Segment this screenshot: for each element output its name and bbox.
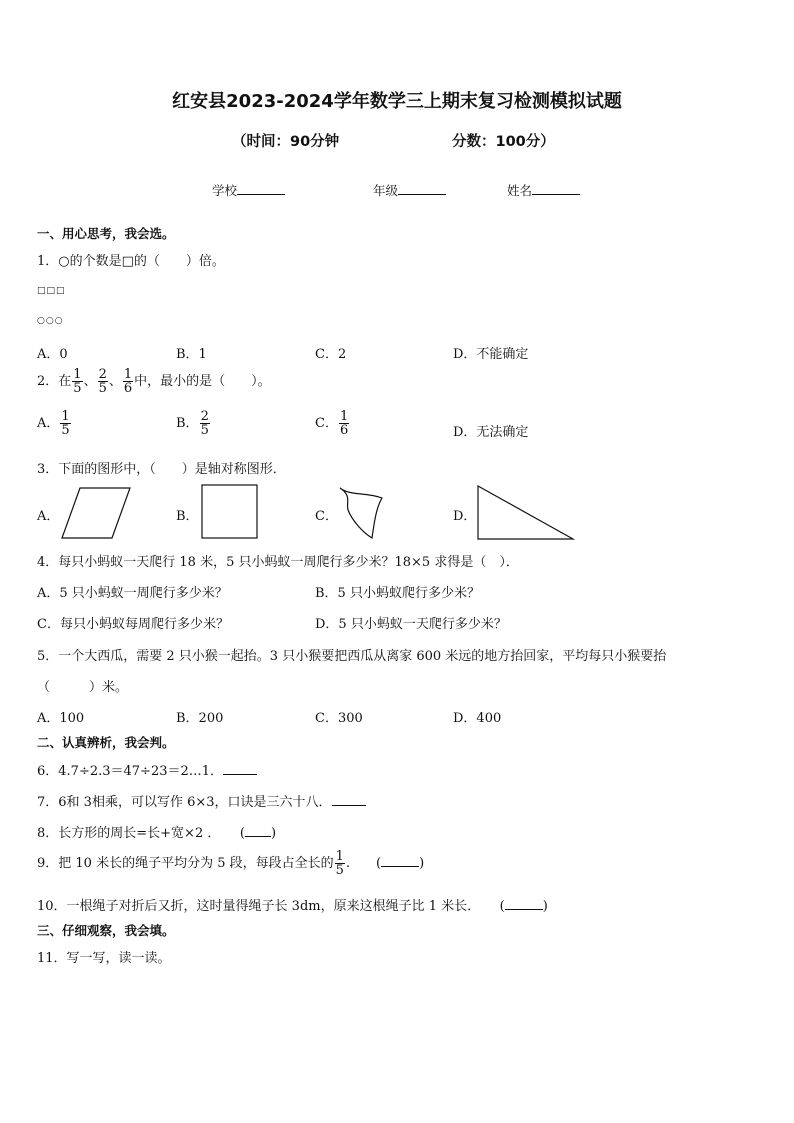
q3-option-a[interactable]: A． [37,509,60,524]
q2-fraction-2: $\frac{2}{5}$ [98,367,107,396]
q3-option-d[interactable]: D． [453,509,477,524]
section-1-heading: 一、用心思考，我会选。 [37,226,175,241]
q6-answer-blank[interactable] [223,762,257,775]
q3-option-b[interactable]: B． [176,509,199,524]
q8-answer-blank[interactable] [245,824,271,837]
school-blank[interactable] [237,183,285,195]
name-field [507,181,580,199]
question-3: 3．下面的图形中，（ ）是轴对称图形． [37,462,286,477]
q4-option-a[interactable]: A．5 只小蚂蚁一周爬行多少米？ [37,586,228,601]
irregular-shape-icon [336,486,388,542]
squares-row: □□□ [37,286,66,296]
q1-option-c[interactable]: C．2 [315,347,347,362]
q2-option-b[interactable]: B． $\frac{2}{5}$ [176,409,209,438]
question-2: 2．在 $\frac{1}{5}$ 、 $\frac{2}{5}$ 、 $\frac{1}{6}$ 中，最小的是（ ）。 [37,367,271,396]
q5-option-a[interactable]: A．100 [37,711,85,726]
question-5-blank: （ ）米。 [37,680,129,695]
q2-fraction-1: $\frac{1}{5}$ [73,367,82,396]
question-1: 1．○的个数是□的（ ）倍。 [37,254,225,269]
circles-row: ○○○ [37,316,64,326]
q2-option-a[interactable]: A． $\frac{1}{5}$ [37,409,70,438]
question-8: 8．长方形的周长=长+宽×2 ． ( ) [37,826,277,841]
q7-answer-blank[interactable] [332,793,366,806]
school-label: 学校 [212,183,238,198]
question-11: 11．写一写，读一读。 [37,951,171,966]
page-title: 红安县2023-2024学年数学三上期末复习检测模拟试题 [172,91,622,112]
q4-option-d[interactable]: D．5 只小蚂蚁一天爬行多少米？ [315,617,507,632]
q3-option-c[interactable]: C． [315,509,338,524]
q2-fraction-3: $\frac{1}{6}$ [123,367,133,396]
exam-score: 分数：100分） [452,134,555,150]
school-field [212,181,285,199]
q4-option-c[interactable]: C．每只小蚂蚁每周爬行多少米？ [37,617,229,632]
q2-option-c[interactable]: C． $\frac{1}{6}$ [315,409,349,438]
question-7: 7．6和 3相乘，可以写作 6×3，口诀是三六十八． [37,791,366,810]
q1-option-a[interactable]: A．0 [37,347,68,362]
question-4: 4．每只小蚂蚁一天爬行 18 米，5 只小蚂蚁一周爬行多少米？18×5 求得是（ ）． [37,555,519,570]
q1-option-d[interactable]: D．不能确定 [453,347,529,362]
question-9: 9．把 10 米长的绳子平均分为 5 段，每段占全长的 $\frac{1}{5}$ . ( ) [37,849,425,878]
q5-option-d[interactable]: D．400 [453,711,502,726]
question-5: 5．一个大西瓜，需要 2 只小猴一起抬。3 只小猴要把西瓜从离家 600 米远的地方抬回家，平均每只小猴要抬 [37,649,667,664]
right-triangle-icon [476,484,576,542]
q1-option-b[interactable]: B．1 [176,347,207,362]
q5-option-b[interactable]: B．200 [176,711,224,726]
q4-option-b[interactable]: B．5 只小蚂蚁爬行多少米？ [315,586,480,601]
q5-option-c[interactable]: C．300 [315,711,363,726]
question-10: 10．一根绳子对折后又折，这时量得绳子长 3dm，原来这根绳子比 1 米长． ( ) [37,899,548,914]
q9-answer-blank[interactable] [381,854,419,867]
parallelogram-icon [60,486,132,540]
q9-fraction: $\frac{1}{5}$ [335,849,344,878]
q2-option-d[interactable]: D．无法确定 [453,425,529,440]
section-2-heading: 二、认真辨析，我会判。 [37,735,175,750]
q10-answer-blank[interactable] [505,897,543,910]
question-6: 6．4.7÷2.3＝47÷23＝2…1． [37,760,257,779]
square-icon [201,484,259,540]
grade-label: 年级 [373,183,399,198]
name-blank[interactable] [532,183,580,195]
q2-pre: 2．在 [37,374,72,389]
grade-field [373,181,446,199]
grade-blank[interactable] [398,183,446,195]
name-label: 姓名 [507,183,533,198]
q2-post: 中，最小的是（ ）。 [134,374,271,389]
section-3-heading: 三、仔细观察，我会填。 [37,923,175,938]
exam-time: （时间：90分钟 [232,134,340,150]
